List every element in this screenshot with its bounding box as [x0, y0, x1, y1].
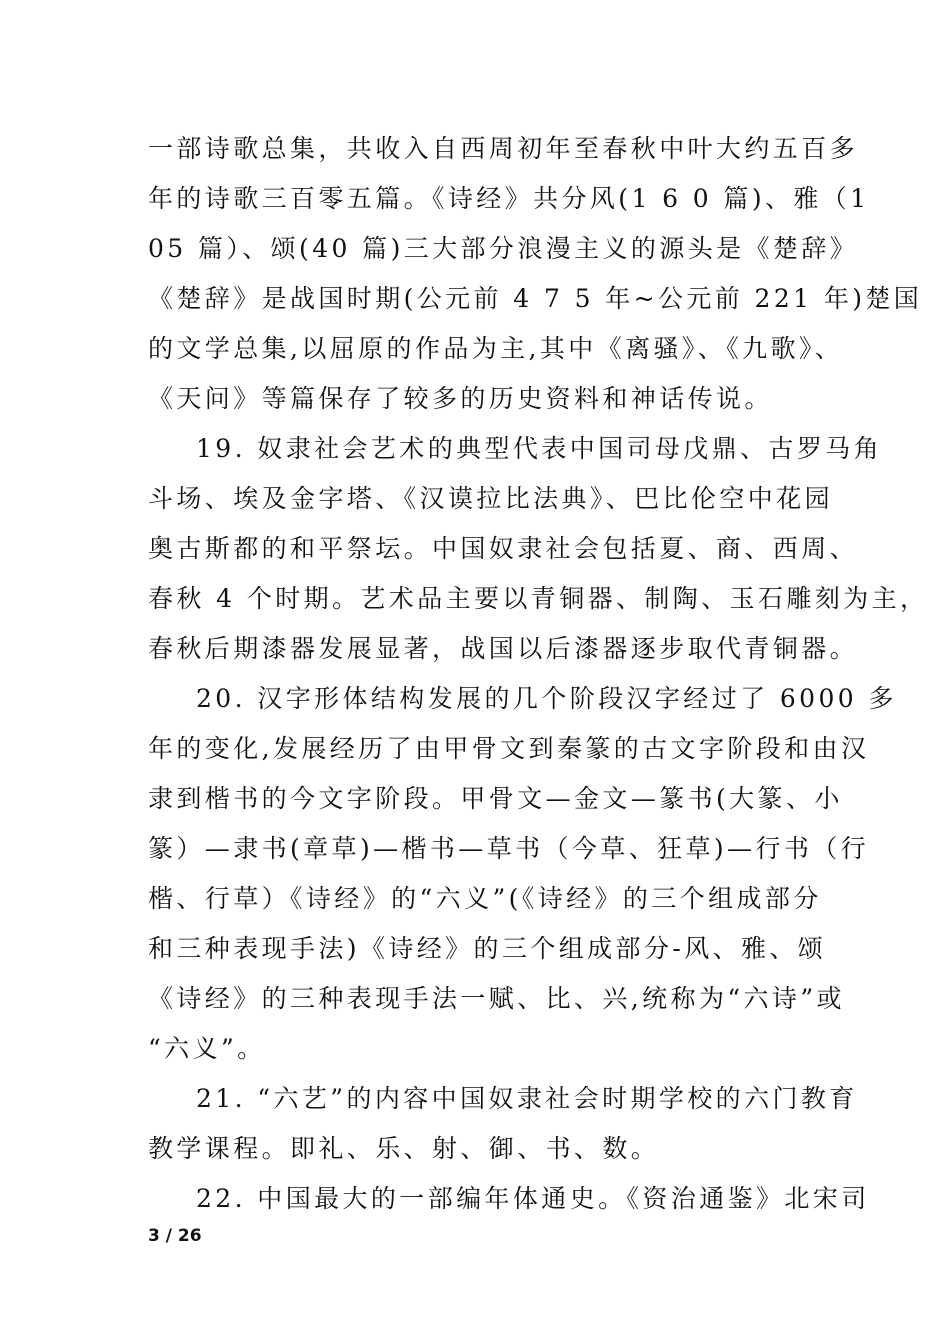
text-line: 22. 中国最大的一部编年体通史。《资治通鉴》北宋司: [196, 1184, 870, 1213]
text-line: 的文学总集,以屈原的作品为主,其中《离骚》、《九歌》、: [148, 334, 844, 363]
text-line: 奥古斯都的和平祭坛。中国奴隶社会包括夏、商、西周、: [148, 534, 859, 563]
text-line: 一部诗歌总集，共收入自西周初年至春秋中叶大约五百多: [148, 134, 859, 163]
text-line: 楷、行草）《诗经》的“六义”(《诗经》的三个组成部分: [148, 884, 822, 913]
text-line: 斗场、埃及金字塔、《汉谟拉比法典》、巴比伦空中花园: [148, 484, 834, 513]
page-number: 3 / 26: [148, 1226, 202, 1246]
text-line: 《天问》等篇保存了较多的历史资料和神话传说。: [148, 384, 773, 413]
text-line: 21. “六艺”的内容中国奴隶社会时期学校的六门教育: [196, 1084, 858, 1113]
text-line: 年的诗歌三百零五篇。《诗经》共分风(1 6 0 篇)、雅（1: [148, 184, 870, 213]
text-line: 隶到楷书的今文字阶段。甲骨文—金文—篆书(大篆、小: [148, 784, 843, 813]
text-line: “六义”。: [148, 1034, 266, 1063]
text-line: 年的变化,发展经历了由甲骨文到秦篆的古文字阶段和由汉: [148, 734, 870, 763]
text-line: 和三种表现手法)《诗经》的三个组成部分-风、雅、颂: [148, 934, 827, 963]
text-line: 春秋 4 个时期。艺术品主要以青铜器、制陶、玉石雕刻为主，: [148, 584, 929, 613]
text-line: 05 篇）、颂(40 篇)三大部分浪漫主义的源头是《楚辞》: [148, 234, 859, 263]
text-line: 篆）—隶书(章草)—楷书—草书（今草、狂草)—行书（行: [148, 834, 870, 863]
text-line: 教学课程。即礼、乐、射、御、书、数。: [148, 1134, 660, 1163]
text-line: 19. 奴隶社会艺术的典型代表中国司母戊鼎、古罗马角: [196, 434, 883, 463]
text-line: 《诗经》的三种表现手法一赋、比、兴,统称为“六诗”或: [148, 984, 845, 1013]
text-line: 《楚辞》是战国时期(公元前 4 7 5 年~公元前 221 年)楚国: [148, 284, 923, 313]
text-line: 20. 汉字形体结构发展的几个阶段汉字经过了 6000 多: [196, 684, 897, 713]
text-line: 春秋后期漆器发展显著，战国以后漆器逐步取代青铜器。: [148, 634, 859, 663]
